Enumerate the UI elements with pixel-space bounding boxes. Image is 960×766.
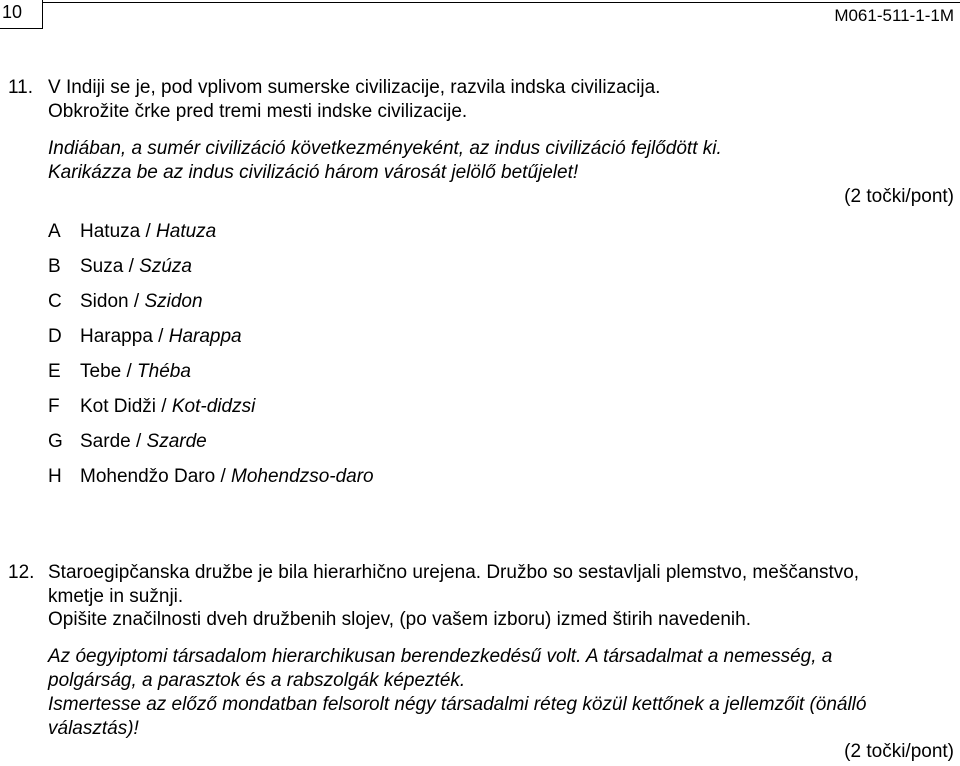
option-label-hu: Hatuza	[156, 221, 217, 242]
option-label-hu: Mohendzso-daro	[231, 466, 374, 487]
question-number: 12.	[8, 562, 35, 583]
question-text-sl: V Indiji se je, pod vplivom sumerske civilizacije, razvila indska civilizacija.	[48, 77, 661, 98]
option-label-hu: Szarde	[146, 431, 207, 452]
question-text-sl-1: Staroegipčanska družbe je bila hierarhično urejena. Družbo so sestavljali plemstvo, meščanstvo,	[48, 562, 860, 583]
option-label-hu: Théba	[137, 361, 191, 382]
option-d	[80, 326, 242, 348]
question-instruction-hu: Karikázza be az indus civilizáció három városát jelölő betűjelet!	[48, 162, 579, 183]
option-letter-a[interactable]: A	[48, 221, 61, 242]
option-letter-d[interactable]: D	[48, 326, 62, 347]
question-text-sl-2: kmetje in sužnji.	[48, 586, 184, 607]
question-instruction-hu-1: Ismertesse az előző mondatban felsorolt négy társadalmi réteg közül kettőnek a jellemzőit (önálló	[48, 694, 867, 715]
option-label-hu: Harappa	[168, 326, 242, 347]
option-letter-h[interactable]: H	[48, 466, 62, 487]
points-label: (2 točki/pont)	[844, 186, 954, 207]
option-h	[80, 466, 374, 488]
option-label-sl: Sidon /	[80, 291, 145, 312]
question-instruction-sl: Obkrožite črke pred tremi mesti indske civilizacije.	[48, 101, 468, 122]
option-label-hu: Szidon	[144, 291, 203, 312]
option-g	[80, 431, 207, 453]
option-c	[80, 291, 203, 313]
option-letter-f[interactable]: F	[48, 396, 60, 417]
option-f	[80, 396, 255, 418]
option-e	[80, 361, 191, 383]
question-instruction-sl: Opišite značilnosti dveh družbenih slojev, (po vašem izboru) izmed štirih navedenih.	[48, 609, 751, 630]
option-label-sl: Harappa /	[80, 326, 169, 347]
option-label-sl: Mohendžo Daro /	[80, 466, 232, 487]
option-label-sl: Suza /	[80, 256, 140, 277]
option-letter-e[interactable]: E	[48, 361, 61, 382]
option-b	[80, 256, 192, 278]
option-label-hu: Kot-didzsi	[171, 396, 256, 417]
question-text-hu: Indiában, a sumér civilizáció következményeként, az indus civilizáció fejlődött ki.	[48, 138, 722, 159]
option-label-sl: Kot Didži /	[80, 396, 172, 417]
option-a	[80, 221, 216, 243]
option-label-sl: Sarde /	[80, 431, 147, 452]
option-label-sl: Tebe /	[80, 361, 138, 382]
question-number: 11.	[8, 77, 34, 98]
option-letter-g[interactable]: G	[48, 431, 63, 452]
option-label-hu: Szúza	[139, 256, 192, 277]
question-instruction-hu-2: választás)!	[48, 718, 139, 739]
option-letter-c[interactable]: C	[48, 291, 62, 312]
header-rule	[42, 2, 960, 3]
question-text-hu-1: Az óegyiptomi társadalom hierarchikusan berendezkedésű volt. A társadalmat a nemesség, a	[48, 646, 833, 667]
option-label-sl: Hatuza /	[80, 221, 157, 242]
exam-code: M061-511-1-1M	[834, 6, 954, 25]
option-letter-b[interactable]: B	[48, 256, 61, 277]
points-label: (2 točki/pont)	[844, 741, 954, 762]
page-number: 10	[2, 2, 23, 22]
question-text-hu-2: polgárság, a parasztok és a rabszolgák képezték.	[48, 670, 466, 691]
